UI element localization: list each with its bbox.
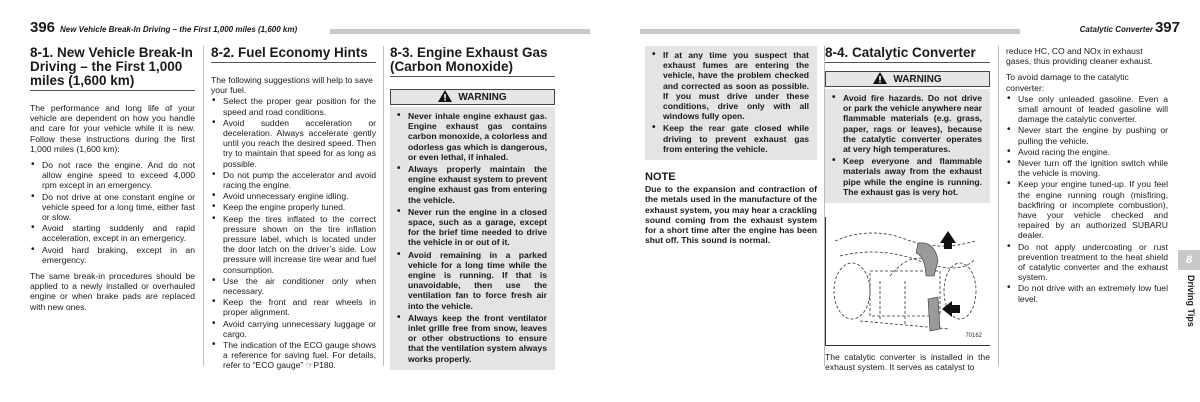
- chapter-tab[interactable]: 8: [1178, 250, 1200, 270]
- list-item: • Use only unleaded gasoline. Even a small amount of leaded gasoline will damage the catalytic converter.: [1006, 94, 1168, 125]
- section-8-4: [825, 46, 990, 378]
- list-item: • Keep your engine tuned-up. If you feel the engine running rough (misfiring, backfiring or incomplete combustion), have your vehicle checked and repaired by an authorized SUBARU dealer.: [1006, 179, 1168, 240]
- section-title: 8-1. New Vehicle Break-In Driving – the First 1,000 miles (1,600 km): [30, 46, 195, 91]
- list-item: • Do not drive at one constant engine or vehicle speed for a long time, either fast or slow.: [30, 192, 195, 223]
- figure-code: 70162: [965, 332, 982, 339]
- intro-paragraph: The performance and long life of your vehicle are dependent on how you handle and care for your vehicle while it is new. Follow these instructions during the first 1,000 miles (1,600 km):: [30, 103, 195, 154]
- running-title: New Vehicle Break-In Driving – the First 1,000 miles (1,600 km): [60, 25, 298, 34]
- section-title: 8-3. Engine Exhaust Gas (Carbon Monoxide): [390, 46, 555, 77]
- list-item: • Avoid carrying unnecessary luggage or cargo.: [211, 319, 376, 339]
- closing-paragraph: The same break-in procedures should be applied to a newly installed or overhauled engine or when brake pads are replaced with new ones.: [30, 271, 195, 312]
- warning-triangle-icon: [873, 72, 887, 89]
- right-page: [610, 0, 1200, 402]
- page-number: 397: [1154, 19, 1180, 36]
- continued-paragraph: reduce HC, CO and NOx in exhaust gases, thus providing cleaner exhaust.: [1006, 46, 1153, 67]
- catalytic-converter-figure: [825, 217, 990, 346]
- figure-caption: The catalytic converter is installed in the exhaust system. It serves as catalyst to: [825, 352, 990, 373]
- list-item: • Avoid hard braking, except in an emergency.: [30, 245, 195, 265]
- warning-body-continued: [645, 46, 817, 160]
- list-item: • Avoid starting suddenly and rapid acceleration, except in an emergency.: [30, 223, 195, 243]
- bullet-list: [211, 96, 376, 370]
- list-item: • The indication of the ECO gauge shows a reference for saving fuel. For details, refer to “ECO gauge” ☞P180.: [211, 340, 376, 371]
- engine-bay-illustration: [830, 221, 980, 339]
- left-page: [0, 0, 590, 402]
- list-item: • Always keep the front ventilator inlet grille free from snow, leaves or other obstructions to ensure that the ventilation system always works properly.: [396, 313, 547, 364]
- list-item: • Do not apply undercoating or rust prevention treatment to the heat shield of catalytic converter and the exhaust system.: [1006, 242, 1168, 283]
- warning-label: WARNING: [458, 92, 507, 103]
- column-divider: [203, 46, 204, 366]
- warning-header: [825, 71, 990, 87]
- arrow-icon: [940, 231, 956, 249]
- list-item: • Do not pump the accelerator and avoid racing the engine.: [211, 170, 376, 190]
- column-divider: [383, 46, 384, 366]
- section-title: 8-2. Fuel Economy Hints: [211, 46, 376, 63]
- list-item: • Keep the rear gate closed while driving to prevent exhaust gas from entering the vehicle.: [651, 123, 809, 154]
- list-item: • Avoid fire hazards. Do not drive or park the vehicle anywhere near flammable materials (e.g. grass, paper, rags or leaves), because the catalytic converter operates at very high temperatures.: [831, 93, 982, 154]
- warning-body: [825, 89, 990, 203]
- warning-body: [390, 107, 555, 370]
- note-box: [645, 172, 817, 245]
- bullet-list: [1006, 94, 1168, 304]
- section-title: 8-4. Catalytic Converter: [825, 46, 990, 63]
- header-rule: [330, 29, 590, 34]
- list-item: • Avoid sudden acceleration or deceleration. Always accelerate gently until you reach the desired speed. Then try to maintain that speed for as long as possible.: [211, 118, 376, 169]
- page-number: 396: [30, 19, 56, 36]
- arrow-icon: [942, 301, 960, 317]
- list-item: • Do not drive with an extremely low fuel level.: [1006, 283, 1168, 303]
- section-8-2: [211, 46, 376, 377]
- list-item: • Avoid racing the engine.: [1006, 147, 1168, 157]
- page-header: [640, 18, 1180, 38]
- chapter-tab-label: Driving Tips: [1186, 275, 1196, 327]
- list-item: • Always properly maintain the engine exhaust system to prevent engine exhaust gas from entering the vehicle.: [396, 164, 547, 205]
- note-title: NOTE: [645, 171, 676, 184]
- column-divider: [998, 46, 999, 366]
- note-body: Due to the expansion and contraction of the metals used in the manufacture of the exhaust system, you may hear a crackling sound coming from the exhaust system for a short time after the engine has been shut off. This sound is normal.: [645, 184, 817, 246]
- section-8-4-continued: [1006, 46, 1168, 310]
- running-title: Catalytic Converter: [1079, 25, 1153, 34]
- bullet-list: [30, 160, 195, 265]
- avoid-damage-intro: To avoid damage to the catalytic converter:: [1006, 72, 1129, 93]
- intro-paragraph: The following suggestions will help to save your fuel.: [211, 75, 373, 96]
- warning-list: [831, 93, 982, 197]
- warning-header: [390, 89, 555, 105]
- warning-triangle-icon: [438, 90, 452, 107]
- list-item: • Keep the tires inflated to the correct pressure shown on the tire inflation pressure label, which is located under the door latch on the driver’s side. Low pressure will increase tire wear and fuel consumption.: [211, 214, 376, 275]
- section-8-1: [30, 46, 195, 318]
- warning-list: [651, 50, 809, 154]
- list-item: • Do not race the engine. And do not allow engine speed to exceed 4,000 rpm except in an emergency.: [30, 160, 195, 191]
- list-item: • Select the proper gear position for the speed and road conditions.: [211, 96, 376, 116]
- warning-continued-column: [645, 46, 817, 245]
- list-item: • Never run the engine in a closed space, such as a garage, except for the brief time needed to drive the vehicle in or out of it.: [396, 207, 547, 248]
- list-item: • Avoid remaining in a parked vehicle for a long time while the engine is running. If that is unavoidable, then use the ventilation fan to force fresh air into the vehicle.: [396, 250, 547, 311]
- list-item: • Keep the engine properly tuned.: [211, 202, 376, 212]
- list-item: • If at any time you suspect that exhaust fumes are entering the vehicle, have the problem checked and corrected as soon as possible. If you must drive under these conditions, drive only with all windows fully open.: [651, 50, 809, 121]
- list-item: • Avoid unnecessary engine idling.: [211, 191, 376, 201]
- page-header: [30, 18, 590, 38]
- warning-label: WARNING: [893, 74, 942, 85]
- warning-list: [396, 111, 547, 364]
- section-8-3: [390, 46, 555, 370]
- list-item: • Use the air conditioner only when necessary.: [211, 276, 376, 296]
- list-item: • Keep everyone and flammable materials away from the exhaust pipe while the engine is running. The exhaust gas is very hot.: [831, 156, 982, 197]
- list-item: • Never inhale engine exhaust gas. Engine exhaust gas contains carbon monoxide, a colorless and odorless gas which is dangerous, or even lethal, if inhaled.: [396, 111, 547, 162]
- list-item: • Keep the front and rear wheels in proper alignment.: [211, 297, 376, 317]
- list-item: • Never turn off the ignition switch while the vehicle is moving.: [1006, 158, 1168, 178]
- list-item: • Never start the engine by pushing or pulling the vehicle.: [1006, 125, 1168, 145]
- header-rule: [640, 29, 1020, 34]
